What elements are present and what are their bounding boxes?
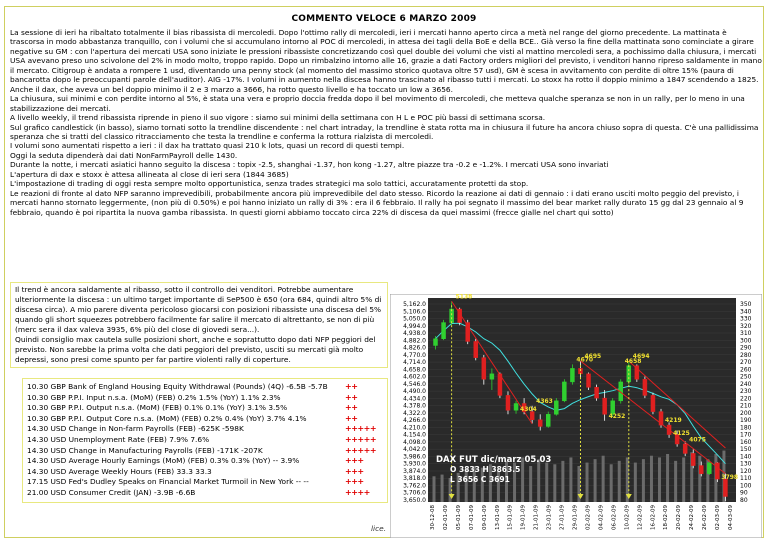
volume-bar [537,459,540,502]
paragraph: Sul grafico candlestick (in basso), siamo tornati sotto la trendline discendente : nel chart intraday, la trendline è stata rotta ma in chiusura il future ha ancora chiuso sopra di questa. C'è una pallidissima speranza che si tratti del classico ritracciamento che testa la trendline e conferma la rottura rialzista di mercoledi. [10,122,759,141]
calendar-event: 14.30 USD Unemployment Rate (FEB) 7.9% 7.6% [27,434,210,444]
calendar-event: 14.30 USD Average Weekly Hours (FEB) 33.3 33.3 [27,466,212,476]
paragraph: Durante la notte, i mercati asiatici hanno seguito la discesa : topix -2.5, shanghai -1.37, hon kong -1.27, altre piazze tra -0.2 e -1.2%. I mercati USA sono invariati [10,160,609,170]
calendar-event: 14.30 USD Average Hourly Earnings (MoM) (FEB) 0.3% 0.3% (YoY) -- 3.9% [27,456,300,466]
right-axis-tick-label: 130 [740,460,752,468]
volume-bar [658,457,661,502]
importance-marks: ++ [345,392,358,402]
paragraph: I volumi sono aumentati rispetto a ieri : il dax ha trattato quasi 210 k lots, quasi un record di questi tempi. [10,141,405,151]
calendar-row [27,382,383,393]
right-axis-tick-label: 250 [740,373,752,381]
right-axis-tick-label: 90 [740,489,748,497]
left-axis-tick-label: 4,042.0 [403,446,426,454]
candle-body [490,374,494,379]
importance-marks: ++++ [345,487,370,497]
candle-body [442,323,446,339]
date-tick-label: 09-01-09 [481,505,488,530]
volume-bar [642,459,645,502]
candle-body [514,404,518,411]
candle-body [530,412,534,420]
left-axis-tick-label: 4,882.0 [403,337,426,345]
date-tick-label: 19-01-09 [520,505,527,530]
candle-body [538,420,542,427]
importance-marks: +++++ [345,445,377,455]
importance-marks: +++ [345,456,364,466]
volume-bar [553,464,556,502]
date-tick-label: 12-02-09 [637,505,644,530]
calendar-row [27,424,383,435]
date-tick-label: 02-03-09 [715,505,722,530]
candle-body [723,479,727,496]
left-axis-tick-label: 4,098.0 [403,438,426,446]
candle-body [707,463,711,474]
left-axis-tick-label: 3,874.0 [403,467,426,475]
dax-candlestick-chart [390,294,762,538]
date-tick-label: 13-01-09 [494,505,501,530]
volume-bar [433,476,436,502]
calendar-row [27,403,383,414]
date-tick-label: 29-01-09 [572,505,579,530]
date-tick-label: 05-01-09 [455,505,462,530]
left-axis-tick-label: 4,714.0 [403,359,426,367]
date-tick-label: 26-02-09 [702,505,709,530]
left-axis-tick-label: 3,930.0 [403,460,426,468]
volume-bar [650,456,653,502]
left-axis-tick-label: 4,210.0 [403,424,426,432]
calendar-row [27,467,383,478]
right-axis-tick-label: 110 [740,475,752,483]
candle-body [554,401,558,414]
economic-calendar [22,378,388,503]
date-tick-label: 02-02-09 [585,505,592,530]
right-axis-tick-label: 260 [740,366,752,374]
left-axis-tick-label: 4,938.0 [403,330,426,338]
volume-bar [529,466,532,502]
left-axis-tick-label: 4,490.0 [403,388,426,396]
calendar-row [27,414,383,425]
candle-body [715,463,719,479]
price-annotation: 4252 [608,412,626,420]
commentary-body [10,28,762,217]
price-annotation: 4658 [624,358,642,365]
importance-marks: ++ [345,382,358,391]
price-annotation: 4363 [536,397,553,405]
candle-body [699,466,703,474]
left-axis-tick-label: 4,658.0 [403,366,426,374]
left-axis-tick-label: 5,106.0 [403,308,426,316]
date-tick-label: 07-01-09 [468,505,475,530]
calendar-event: 10.30 GBP P.P.I. Input n.s.a. (MoM) (FEB) 0.2% 1.5% (YoY) 1.1% 2.3% [27,392,281,402]
price-annotation: 4219 [665,417,682,425]
date-tick-label: 20-02-09 [676,505,683,530]
price-annotation: 4125 [673,429,690,437]
volume-bar [698,456,701,502]
left-axis-tick-label: 5,162.0 [403,301,426,308]
price-annotation: 4075 [689,436,706,444]
volume-bar [666,454,669,502]
right-axis-tick-label: 200 [740,409,752,417]
date-tick-label: 15-01-09 [507,505,514,530]
price-annotation: 4695 [584,353,602,361]
right-axis-tick-label: 280 [740,351,752,359]
candle-body [595,387,599,398]
candle-body [683,444,687,453]
price-annotation: 4694 [632,353,650,361]
importance-marks: +++++ [345,424,377,434]
paragraph: La sessione di ieri ha ribaltato totalmente il bias ribassista di mercoledi. Dopo l'ottimo rally di mercoledi, ieri i mercati hanno aperto circa a metà nel range del giorno precedente. La mattinata è trascorsa in modo abbastanza tranquillo, con i volumi che si accumulano intorno al POC di mercoledi, in attesa dei tagli della BoE e della BCE.. Già verso la fine della mattinata sono cominciate a girare negative su GM : con l'apertura dei mercati USA sono iniziate le pressioni ribassiste concretizzando così quel double dei volumi che visti al mattino mercoledi sera, a pochissimo dalla chiusura, i mercati USA avevano preso uno scivolone del 2% in modo molto, troppo rapido. Dopo un rimbalzino intorno alle 16, grazie a dati Factory orders migliori del previsto, i venditori hanno ripreso saldamente in mano il mercato. Citigroup è andata a rompere 1 usd, diventando una penny stock (al momento del massimo storico quotava oltre 57 usd), GM è scesa in avvitamento con perdite di oltre 15% (paura di bancarotta dopo le preoccupanti parole dell'auditor). AIG -17%. I volumi in aumento nella discesa hanno trascinato al ribasso tutti i mercati. Lo stoxx ha rotto il doppio minimo a 1847 scendendo a 1825. Anche il dax, che aveva un bel doppio minimo il 2 e 3 marzo a 3666, ha rotto questo livello e ha toccato un low a 3656. [10,28,762,94]
right-axis-tick-label: 140 [740,453,752,461]
left-axis-tick-label: 5,050.0 [403,315,426,323]
date-tick-label: 16-02-09 [650,505,657,530]
importance-marks: ++ [345,413,358,423]
volume-bar [618,461,621,502]
paragraph: La chiusura, sui minimi e con perdite intorno al 5%, è stata una vera e proprio doccia fredda dopo il bel movimento di mercoledi, che metteva qualche speranza se non in un rally, per lo meno in una stabilizzazione dei mercati. [10,94,745,113]
volume-bar [602,456,605,502]
calendar-event: 14.30 USD Change in Manufacturing Payrolls (FEB) -171K -207K [27,445,263,455]
paragraph: L'apertura di dax e stoxx è attesa allineata al close di ieri sera (1844 3685) [10,169,289,179]
right-axis-tick-label: 210 [740,402,752,410]
candle-body [474,341,478,357]
right-axis-tick-label: 220 [740,395,752,403]
text-fragment: lice. [371,524,387,533]
candle-body [691,453,695,465]
right-axis-tick-label: 240 [740,380,752,388]
outlook-paragraph: Quindi consiglio max cautela sulle posizioni short, anche e soprattutto dopo dati NFP peggiori del previsto. Non sarebbe la prima volta che dati peggiori del previsto, usciti su mercati già molto depressi, sono presi come spunto per far partire violenti rally di coperture. [15,335,376,364]
candle-body [587,374,591,387]
paragraph: A livello weekly, il trend ribassista riprende in pieno il suo vigore : siamo sui minimi della settimana con H L e POC più bassi di settimana scorsa. [10,113,546,123]
date-tick-label: 06-02-09 [611,505,618,530]
left-axis-tick-label: 3,762.0 [403,482,426,490]
left-axis-tick-label: 3,650.0 [403,497,426,504]
volume-bar [586,463,589,502]
left-axis-tick-label: 4,154.0 [403,431,426,439]
right-axis-tick-label: 270 [740,359,752,367]
volume-bar [634,463,637,502]
right-axis-tick-label: 120 [740,467,752,475]
right-axis-tick-label: 170 [740,431,752,439]
left-axis-tick-label: 4,322.0 [403,409,426,417]
date-tick-label: 27-01-09 [559,505,566,530]
calendar-event: 17.15 USD Fed's Dudley Speaks on Financial Market Turmoil in New York -- -- [27,477,309,487]
left-axis-tick-label: 3,818.0 [403,475,426,483]
calendar-event: 10.30 GBP P.P.I. Output n.s.a. (MoM) (FEB) 0.1% 0.1% (YoY) 3.1% 3.5% [27,403,288,413]
left-axis-tick-label: 4,826.0 [403,344,426,352]
candle-body [546,414,550,426]
left-axis-tick-label: 4,266.0 [403,417,426,425]
volume-bar [561,461,564,502]
right-axis-tick-label: 290 [740,344,752,352]
calendar-event: 10.30 GBP P.P.I. Output Core n.s.a. (MoM) (FEB) 0.2% 0.4% (YoY) 3.7% 4.1% [27,413,307,423]
right-axis-tick-label: 190 [740,417,752,425]
left-axis-tick-label: 4,546.0 [403,380,426,388]
left-axis-tick-label: 4,602.0 [403,373,426,381]
right-axis-tick-label: 230 [740,388,752,396]
volume-bar [569,457,572,502]
volume-bar [545,463,548,502]
candle-body [651,395,655,411]
date-tick-label: 18-02-09 [663,505,670,530]
date-tick-label: 21-01-09 [533,505,540,530]
candle-body [643,379,647,395]
calendar-event: 10.30 GBP Bank of England Housing Equity Withdrawal (Pounds) (4Q) -6.5B -5.7B [27,382,328,391]
paragraph: L'impostazione di trading di oggi resta sempre molto opportunistica, senza trades strategici ma solo tattici, accuratamente protetti da stop. [10,179,529,189]
candle-body [562,382,566,401]
calendar-row [27,393,383,404]
date-tick-label: 04-02-09 [598,505,605,530]
price-annotation: 4670 [576,356,594,364]
calendar-event: 21.00 USD Consumer Credit (JAN) -3.9B -6.6B [27,487,196,497]
volume-bar [594,459,597,502]
importance-marks: +++ [345,466,364,476]
date-tick-label: 24-02-09 [689,505,696,530]
volume-bar [441,475,444,502]
right-axis-tick-label: 340 [740,308,752,316]
chart-title: DAX FUT dic/marz 05.03 [436,455,552,465]
outlook-paragraph: Il trend è ancora saldamente al ribasso, sotto il controllo dei venditori. Potrebbe aumentare ulteriormente la discesa : un ultimo target importante di SeP500 è 650 (ora 684, quindi altro 5% di discesa circa). A mio parere diventa pericoloso giocarsi con posizioni ribassiste una discesa del 5% quando gli short squeezes potrebbero facilmente far salire il mercato di altrettanto, se non di più (merc sera il dax valeva 3935, 6% più del close di giovedi sera...). [15,285,382,334]
price-annotation: 4304 [520,405,537,413]
volume-bar [610,464,613,502]
right-axis-tick-label: 330 [740,315,752,323]
page-title: COMMENTO VELOCE 6 MARZO 2009 [291,14,477,24]
left-axis-tick-label: 4,434.0 [403,395,426,403]
chart-info-line: L 3656 C 3691 [450,475,510,484]
price-annotation: 5138 [455,294,473,301]
date-tick-label: 23-01-09 [546,505,553,530]
importance-marks: +++ [345,477,364,487]
importance-marks: +++++ [345,434,377,444]
outlook-box [10,282,388,368]
left-axis-tick-label: 4,770.0 [403,351,426,359]
date-tick-label: 10-02-09 [624,505,631,530]
right-axis-tick-label: 320 [740,322,752,330]
left-axis-tick-label: 4,994.0 [403,322,426,330]
right-axis-tick-label: 180 [740,424,752,432]
candle-body [434,339,438,346]
right-axis-tick-label: 310 [740,330,752,338]
calendar-event: 14.30 USD Change in Non-farm Payrolls (FEB) -625K -598K [27,424,244,434]
right-axis-tick-label: 100 [740,482,752,490]
importance-marks: ++ [345,403,358,413]
calendar-row [27,488,383,499]
right-axis-tick-label: 300 [740,337,752,345]
paragraph: Le reazioni di fronte al dato NFP saranno imprevedibili, probabilmente ancora più imprevedibile del dato stesso. Ricordo la reazione ai dati di gennaio : i dati erano usciti molto peggio del previsto, i mercati hanno stornato leggermente, (non più di 0.50%) e poi hanno iniziato un rally di 3% : era il 6 febbraio. Il rally ha poi segnato il massimo del bear market rally durato 15 gg dal 23 gennaio al 9 febbraio, quando è poi ripartita la nuova gamba ribassista. In questi giorni abbiamo toccato circa 22% di discesa da quei massimi (frecce gialle nel chart qui sotto) [10,188,744,217]
price-annotation: 3798 [721,474,739,482]
right-axis-tick-label: 150 [740,446,752,454]
right-axis-tick-label: 160 [740,438,752,446]
left-axis-tick-label: 4,378.0 [403,402,426,410]
volume-bar [682,457,685,502]
date-tick-label: 04-03-09 [728,505,734,530]
candle-body [570,368,574,381]
volume-bar [674,461,677,502]
date-tick-label: 30-12-08 [430,505,436,530]
calendar-row [27,456,383,467]
left-axis-tick-label: 3,706.0 [403,489,426,497]
calendar-row [27,446,383,457]
left-axis-tick-label: 3,986.0 [403,453,426,461]
candle-body [482,358,486,380]
chart-info-line: O 3833 H 3863.5 [450,465,521,474]
right-axis-tick-label: 80 [740,497,748,504]
calendar-row [27,477,383,488]
candle-body [506,395,510,410]
date-tick-label: 02-01-09 [442,505,449,530]
paragraph: Oggi la seduta dipenderà dai dati NonFarmPayroll delle 1430. [10,150,238,160]
right-axis-tick-label: 350 [740,301,752,308]
calendar-row [27,435,383,446]
candle-body [603,398,607,414]
